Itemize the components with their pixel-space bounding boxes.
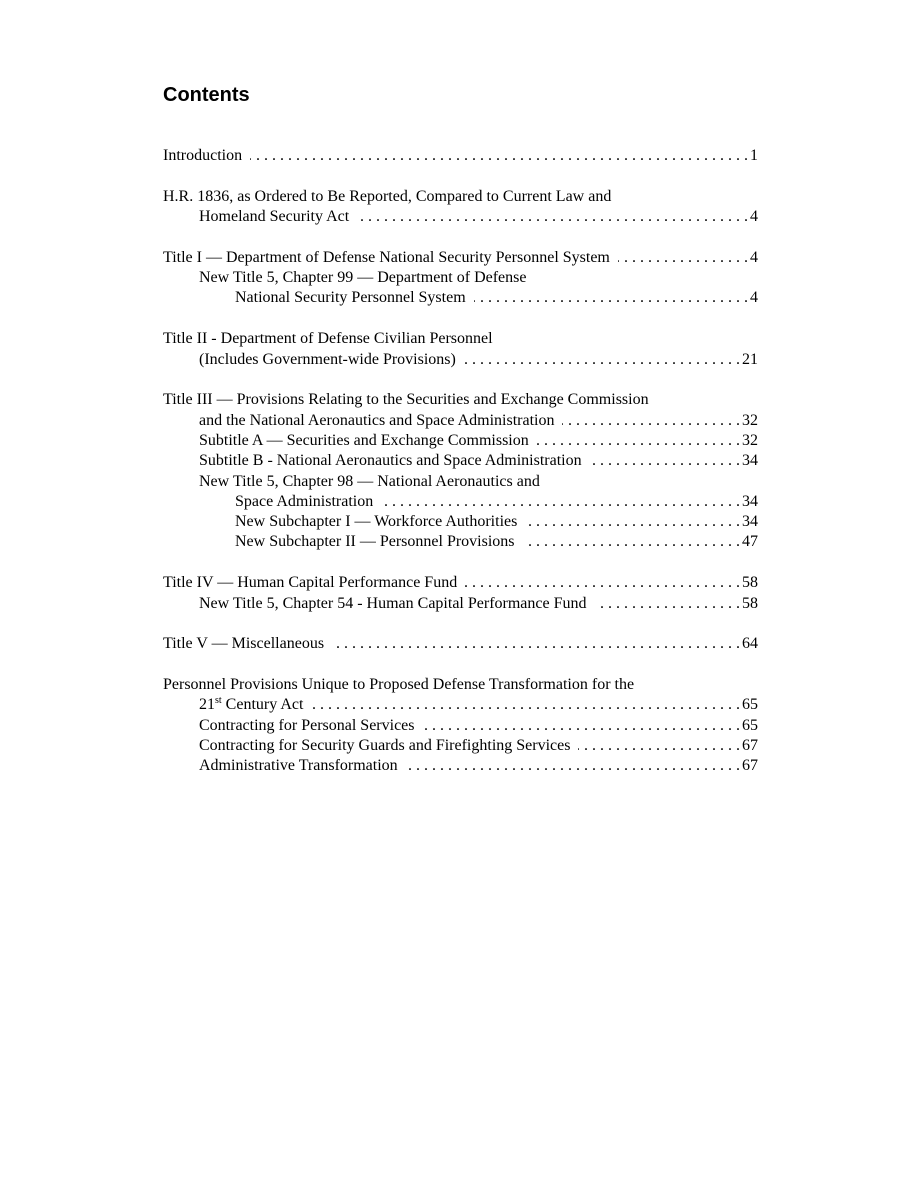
page-number: 1 [750,147,758,164]
toc-entry-label: New Title 5, Chapter 99 — Department of Defense [199,269,527,287]
toc-entry-title [163,329,493,349]
dot-leader [618,248,748,268]
dot-leader [523,532,740,552]
page-number: 4 [750,248,758,266]
toc-entry-title [163,390,649,410]
table-of-contents [163,146,758,797]
page-number: 65 [742,696,758,714]
toc-entry[interactable] [163,573,758,593]
toc-entry-label: Title I — Department of Defense National Security Personnel System [163,248,610,266]
toc-entry-continued [163,390,758,410]
page-number: 34 [742,492,758,510]
page-number: 32 [742,411,758,429]
toc-section [163,187,758,228]
dot-leader [525,512,740,532]
page-number: 58 [742,574,758,592]
toc-entry[interactable] [163,431,758,451]
toc-entry-title [235,512,517,532]
toc-entry-continued [163,329,758,349]
toc-entry[interactable] [163,207,758,227]
page-number: 67 [742,737,758,755]
page-number: 58 [742,594,758,612]
toc-section [163,329,758,370]
page-number: 4 [750,208,758,226]
toc-entry-title [163,248,610,268]
toc-entry-label: New Subchapter I — Workforce Authorities [235,513,518,531]
toc-entry-label-rest: Century Act [221,696,304,714]
toc-entry-label: Subtitle A — Securities and Exchange Commission [199,431,529,449]
toc-entry-title [163,187,611,207]
dot-leader [537,431,740,451]
dot-leader [464,350,740,370]
toc-entry-title [199,695,303,715]
toc-entry[interactable] [163,288,758,308]
dot-leader [590,451,740,471]
dot-leader [474,288,748,308]
toc-entry[interactable] [163,146,758,166]
toc-section [163,146,758,166]
dot-leader [250,146,748,166]
toc-entry[interactable] [163,532,758,552]
toc-entry-continued [163,472,758,492]
toc-entry-label: Contracting for Security Guards and Firefighting Services [199,737,571,755]
page-number: 65 [742,716,758,734]
toc-entry-label: Personnel Provisions Unique to Proposed Defense Transformation for the [163,676,635,694]
toc-entry-label: Administrative Transformation [199,757,398,775]
dot-leader [381,492,740,512]
toc-entry-title [199,716,415,736]
toc-entry-label: New Title 5, Chapter 98 — National Aeronautics and [199,472,540,490]
toc-section [163,634,758,654]
page-number: 34 [742,452,758,470]
page-number: 32 [742,431,758,449]
toc-entry-continued [163,187,758,207]
toc-entry[interactable] [163,492,758,512]
page-number: 67 [742,757,758,775]
toc-entry-label: National Security Personnel System [235,289,466,307]
page-number: 21 [742,350,758,368]
toc-entry-title [199,756,398,776]
toc-entry-label: Title V — Miscellaneous [163,635,325,653]
toc-entry-label: Contracting for Personal Services [199,716,415,734]
toc-entry-label: Space Administration [235,492,374,510]
dot-leader [595,594,741,614]
toc-entry-label: 21 [199,696,215,714]
toc-section [163,248,758,309]
toc-entry-title [199,736,570,756]
toc-entry-label: New Subchapter II — Personnel Provisions [235,533,515,551]
toc-entry-label: New Title 5, Chapter 54 - Human Capital Performance Fund [199,594,587,612]
page-number: 4 [750,289,758,307]
toc-entry-title [199,451,582,471]
toc-entry[interactable] [163,350,758,370]
toc-section [163,573,758,614]
dot-leader [311,695,740,715]
page-number: 64 [742,635,758,653]
toc-entry-title [235,532,515,552]
ordinal-superscript: st [215,695,222,707]
page-number: 47 [742,533,758,551]
toc-entry-title [199,350,456,370]
toc-entry-title [163,573,457,593]
toc-entry-title [199,207,349,227]
toc-entry[interactable] [163,634,758,654]
toc-entry-title [199,472,540,492]
toc-entry-label: H.R. 1836, as Ordered to Be Reported, Compared to Current Law and [163,187,612,205]
toc-entry-title [163,146,242,166]
toc-entry-title [163,675,634,695]
dot-leader [465,573,740,593]
toc-entry-label: Subtitle B - National Aeronautics and Space Administration [199,452,582,470]
dot-leader [562,411,740,431]
toc-entry[interactable] [163,594,758,614]
page-number: 34 [742,513,758,531]
toc-section [163,675,758,776]
toc-entry-continued [163,268,758,288]
toc-entry[interactable] [163,411,758,431]
toc-section [163,390,758,552]
toc-entry[interactable] [163,512,758,532]
toc-entry-label: Homeland Security Act [199,208,350,226]
dot-leader [332,634,740,654]
toc-entry-title [235,288,466,308]
toc-entry-title [199,268,526,288]
toc-entry-title [199,431,529,451]
toc-entry[interactable] [163,736,758,756]
page-title: Contents [163,84,250,106]
dot-leader [423,716,741,736]
toc-entry[interactable] [163,451,758,471]
dot-leader [357,207,748,227]
dot-leader [578,736,740,756]
toc-entry-label: Title IV — Human Capital Performance Fund [163,574,458,592]
toc-entry-title [235,492,373,512]
toc-entry[interactable] [163,248,758,268]
toc-entry-label: (Includes Government-wide Provisions) [199,350,456,368]
toc-entry-label: Introduction [163,147,243,164]
toc-entry[interactable] [163,716,758,736]
toc-entry-label: and the National Aeronautics and Space Administration [199,411,555,429]
toc-entry-continued [163,675,758,695]
toc-entry-label: Title II - Department of Defense Civilian Personnel [163,330,493,348]
toc-entry-title [199,411,554,431]
toc-entry-title [163,634,324,654]
toc-entry[interactable] [163,695,758,715]
toc-entry[interactable] [163,756,758,776]
toc-entry-title [199,594,587,614]
toc-entry-label: Title III — Provisions Relating to the Securities and Exchange Commission [163,391,649,409]
dot-leader [406,756,740,776]
